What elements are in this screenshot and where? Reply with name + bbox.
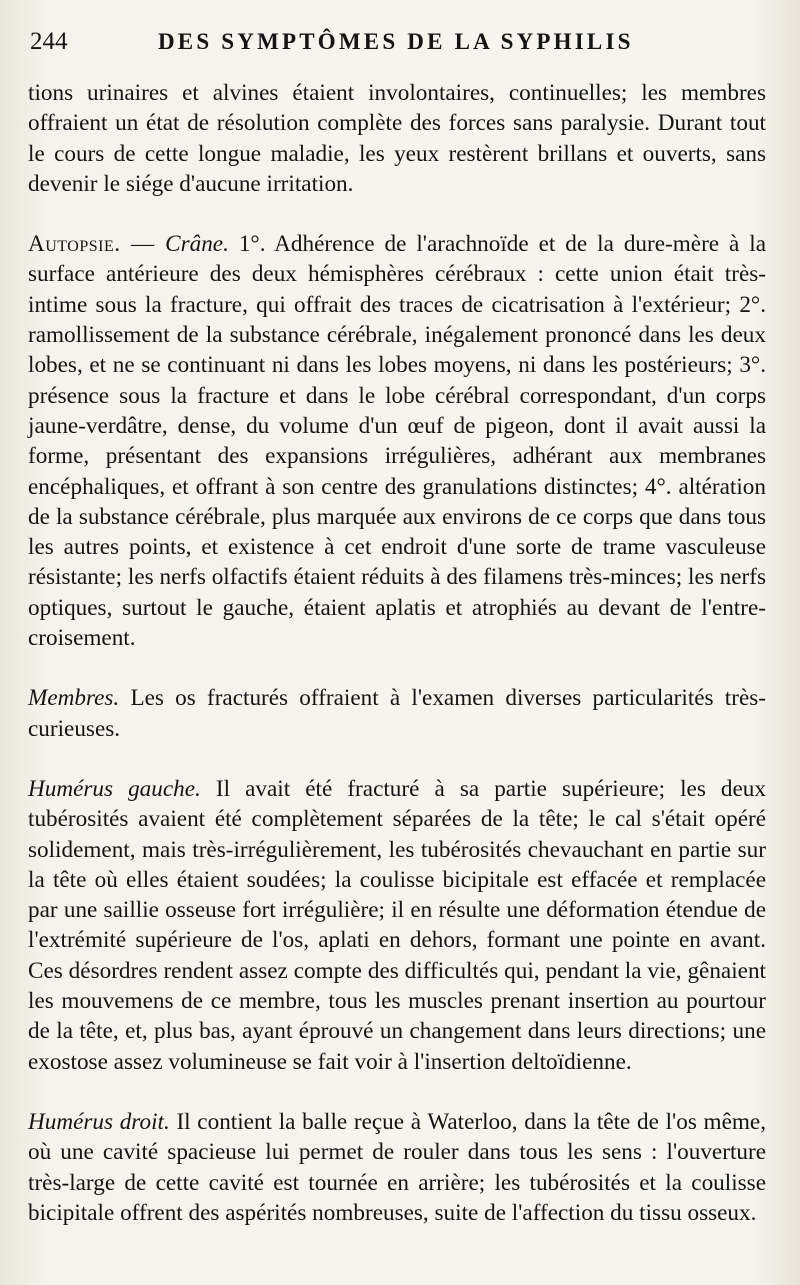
paragraph-text: 1°. Adhérence de l'arachnoïde et de la dure-mère à la surface antérieure des deux hémisphères cérébraux : cette union était très-intime sous la fracture, qui offrait des traces de cicatrisation à l'extérieur; 2°. ramollissement de la substance cérébrale, inégalement prononcé dans les deux lobes, et ne se continuant ni dans les lobes moyens, ni dans les postérieurs; 3°. présence sous la fracture et dans le lobe cérébral correspondant, d'un corps jaune-verdâtre, dense, du volume d'un œuf de pigeon, dont il avait aussi la forme, présentant des expansions irrégulières, adhérant aux membranes encéphaliques, et offrant à son centre des granulations distinctes; 4°. altération de la substance cérébrale, plus marquée aux environs de ce corps que dans tous les autres points, et existence à cet endroit d'une sorte de trame vasculeuse résistante; les nerfs olfactifs étaient réduits à des filamens très-minces; les nerfs optiques, surtout le gauche, étaient aplatis et atrophiés au devant de l'entre-croisement. <box>28 231 766 652</box>
subsection-label: Humérus gauche. <box>28 775 201 802</box>
page-number: 244 <box>30 28 68 55</box>
paragraph-text: Il avait été fracturé à sa partie supérieure; les deux tubérosités avaient été complètement séparées de la tête; le cal s'était opéré solidement, mais très-irrégulièrement, les tubérosités chevauchant en partie sur la tête où elles étaient soudées; la coulisse bicipitale est effacée et remplacée par une saillie osseuse fort irrégulière; il en résulte une déformation étendue de l'extrémité supérieure de l'os, aplati en dehors, formant une pointe en avant. Ces désordres rendent assez compte des difficultés qui, pendant la vie, gênaient les mouvemens de ce membre, tous les muscles prenant insertion au pourtour de la tête, et, plus bas, ayant éprouvé un changement dans leurs directions; une exostose assez volumineuse se fait voir à l'insertion deltoïdienne. <box>28 775 766 1075</box>
paragraph-autopsie <box>28 229 766 653</box>
paragraph-continuation <box>28 78 766 199</box>
running-title: DES SYMPTÔMES DE LA SYPHILIS <box>158 29 634 54</box>
paragraph-text: tions urinaires et alvines étaient involontaires, continuelles; les membres offraient un état de résolution complète des forces sans paralysie. Durant tout le cours de cette longue maladie, les yeux restèrent brillans et ouverts, sans devenir le siége d'aucune irritation. <box>28 80 766 197</box>
subsection-label: Membres. <box>28 685 120 712</box>
paragraph-text: Il contient la balle reçue à Waterloo, dans la tête de l'os même, où une cavité spacieuse lui permet de rouler dans tous les sens : l'ouverture très-large de cette cavité est tournée en arrière; les tubérosités et la coulisse bicipitale offrent des aspérités nombreuses, suite de l'affection du tissu osseux. <box>28 1108 766 1226</box>
section-label: Autopsie. — <box>28 231 166 258</box>
subsection-label: Humérus droit. <box>28 1108 170 1135</box>
page-header <box>28 28 766 76</box>
body-text <box>28 78 766 1228</box>
paragraph-humerus-gauche <box>28 774 766 1077</box>
subsection-label: Crâne. <box>165 231 229 258</box>
paragraph-membres <box>28 683 766 744</box>
paragraph-humerus-droit <box>28 1107 766 1228</box>
paragraph-text: Les os fracturés offraient à l'examen diverses particularités très-curieuses. <box>28 685 766 742</box>
